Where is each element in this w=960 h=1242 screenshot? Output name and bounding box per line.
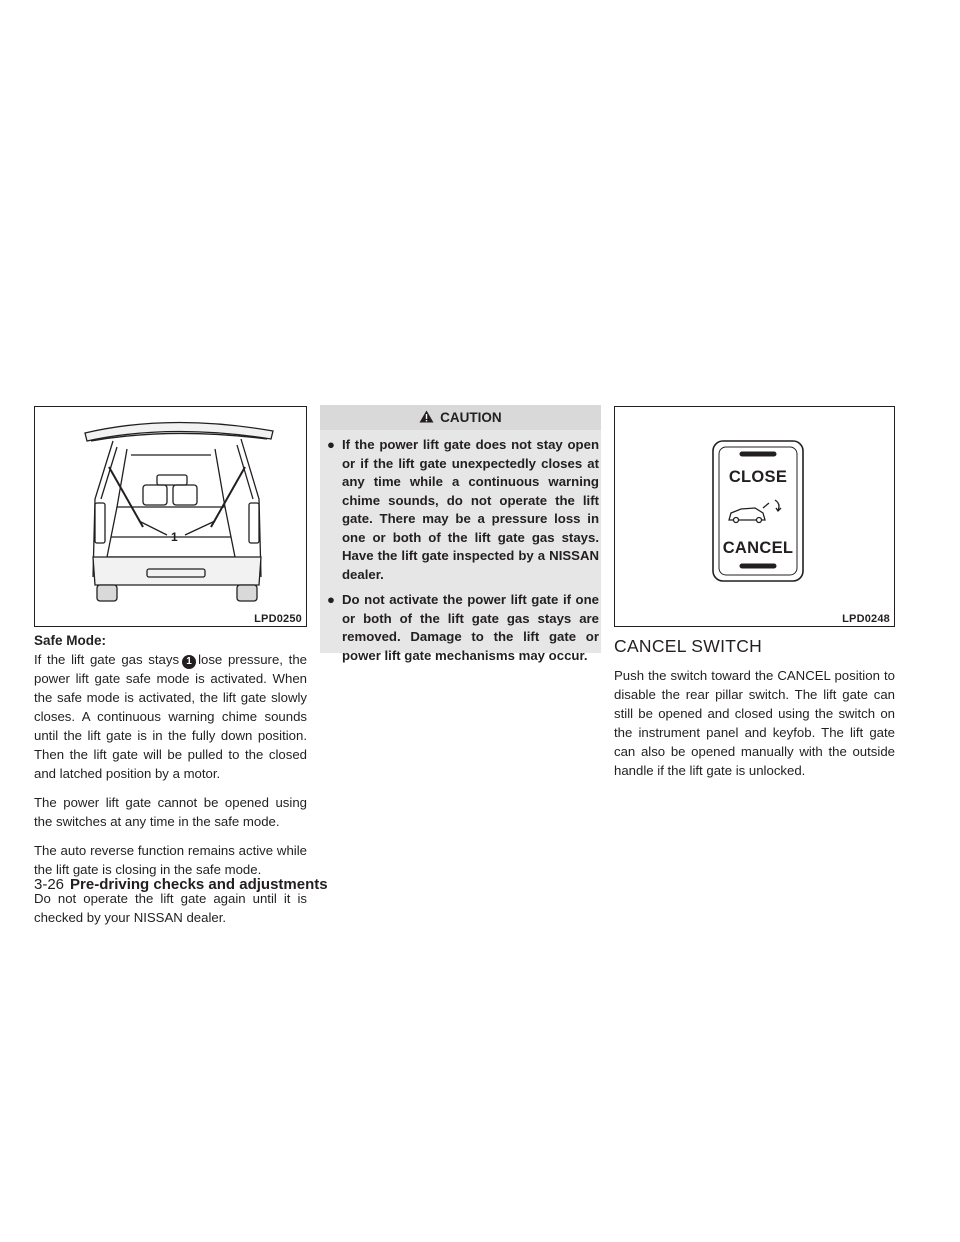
safe-mode-paragraph-4: Do not operate the lift gate again until it is checked by your NISSAN dealer. — [34, 891, 307, 925]
figure-code: LPD0248 — [842, 613, 890, 625]
callout-circle: 1 — [182, 655, 196, 669]
caution-header — [320, 405, 601, 430]
car-tailgate-icon — [729, 500, 781, 523]
warning-triangle-icon — [419, 410, 434, 423]
safe-mode-heading: Safe Mode: — [34, 633, 107, 648]
caution-list — [320, 430, 601, 665]
callout-number: 1 — [171, 530, 178, 544]
caution-title: CAUTION — [440, 410, 502, 425]
section-title: Pre-driving checks and adjustments — [70, 876, 328, 893]
caution-item — [320, 436, 601, 584]
safe-mode-p1-post: lose pressure, the power lift gate safe mode is activated. When the safe mode is activated, the lift gate slowly closes. A continuous warning chime sounds until the lift gate is in the fully down position. Then the lift gate will be pulled to the closed and latched position by a motor. — [34, 652, 307, 781]
bullet-icon: ● — [327, 592, 335, 607]
figure-cancel-switch — [614, 406, 895, 627]
page-footer — [34, 876, 328, 893]
close-label: CLOSE — [728, 468, 788, 486]
page-number: 3-26 — [34, 876, 65, 893]
figure-code: LPD0250 — [254, 613, 302, 625]
safe-mode-paragraph-3: The auto reverse function remains active while the lift gate is closing in the safe mode. — [34, 843, 307, 877]
caution-item — [320, 591, 601, 665]
caution-box — [320, 405, 601, 663]
bullet-icon: ● — [327, 437, 335, 452]
switch-panel-illustration — [615, 407, 894, 626]
lift-gate-illustration — [35, 407, 306, 626]
cancel-switch-title: CANCEL SWITCH — [614, 636, 763, 656]
safe-mode-paragraph-2: The power lift gate cannot be opened using the switches at any time in the safe mode. — [34, 795, 307, 829]
figure-lift-gate — [34, 406, 307, 627]
safe-mode-p1-pre: If the lift gate gas stays — [34, 652, 180, 667]
cancel-label: CANCEL — [722, 539, 794, 557]
caution-item-text: If the power lift gate does not stay open or if the lift gate unexpectedly closes at any time while a continuous warning chime sounds, do not operate the lift gate. There may be a pressure loss in one or both of the lift gate gas stays. Have the lift gate inspected by a NISSAN dealer. — [342, 437, 599, 582]
cancel-switch-paragraph: Push the switch toward the CANCEL position to disable the rear pillar switch. The lift gate can still be opened and closed using the switch on the instrument panel and keyfob. The lift gate can also be opened manually with the outside handle if the lift gate is unlocked. — [614, 668, 895, 778]
caution-item-text: Do not activate the power lift gate if one or both of the lift gate gas stays are removed. Damage to the lift gate or power lift gate mechanisms may occur. — [342, 592, 599, 663]
right-column — [614, 636, 895, 790]
safe-mode-paragraph-1 — [34, 650, 307, 783]
